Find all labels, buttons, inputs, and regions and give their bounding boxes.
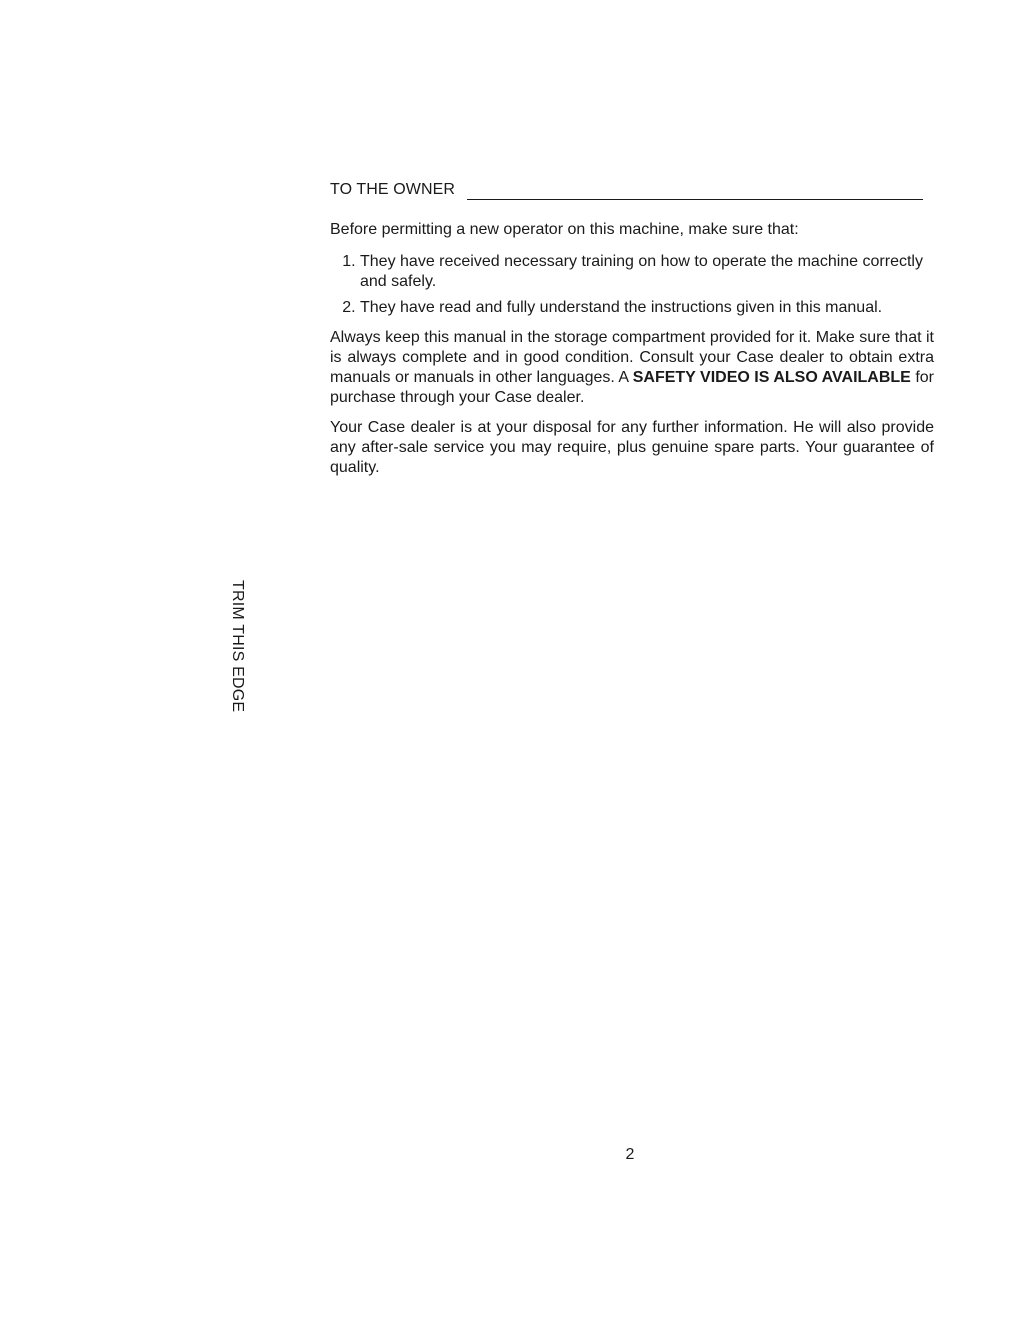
- trim-edge-label: TRIM THIS EDGE: [229, 580, 246, 713]
- list-item: [330, 298, 934, 318]
- manual-storage-text: Always keep this manual in the storage compartment provided for it. Make sure that it is always complete and in good condition. Consult your Case dealer to obtain extra manuals or manuals in other languages. A: [330, 329, 934, 386]
- requirements-list: [330, 252, 934, 318]
- safety-video-notice: SAFETY VIDEO IS ALSO AVAILABLE: [632, 369, 911, 386]
- list-item-number: 2.: [342, 299, 356, 316]
- list-item: [330, 252, 934, 292]
- manual-storage-paragraph: [330, 328, 934, 408]
- document-body: [330, 180, 934, 488]
- dealer-paragraph: Your Case dealer is at your disposal for any further information. He will also provide any after-sale service you may require, plus genuine spare parts. Your guarantee of quality.: [330, 419, 934, 476]
- heading-row: [330, 180, 934, 200]
- manual-storage-text-end: for purchase through your Case dealer.: [330, 369, 935, 406]
- list-item-text: They have read and fully understand the instructions given in this manual.: [360, 299, 883, 316]
- page-number: 2: [625, 1146, 635, 1163]
- intro-paragraph: Before permitting a new operator on this machine, make sure that:: [330, 221, 799, 238]
- section-heading: TO THE OWNER: [330, 181, 456, 198]
- list-item-number: 1.: [342, 253, 356, 270]
- list-item-text: They have received necessary training on how to operate the machine correctly and safely.: [360, 253, 923, 290]
- heading-rule: [467, 185, 923, 200]
